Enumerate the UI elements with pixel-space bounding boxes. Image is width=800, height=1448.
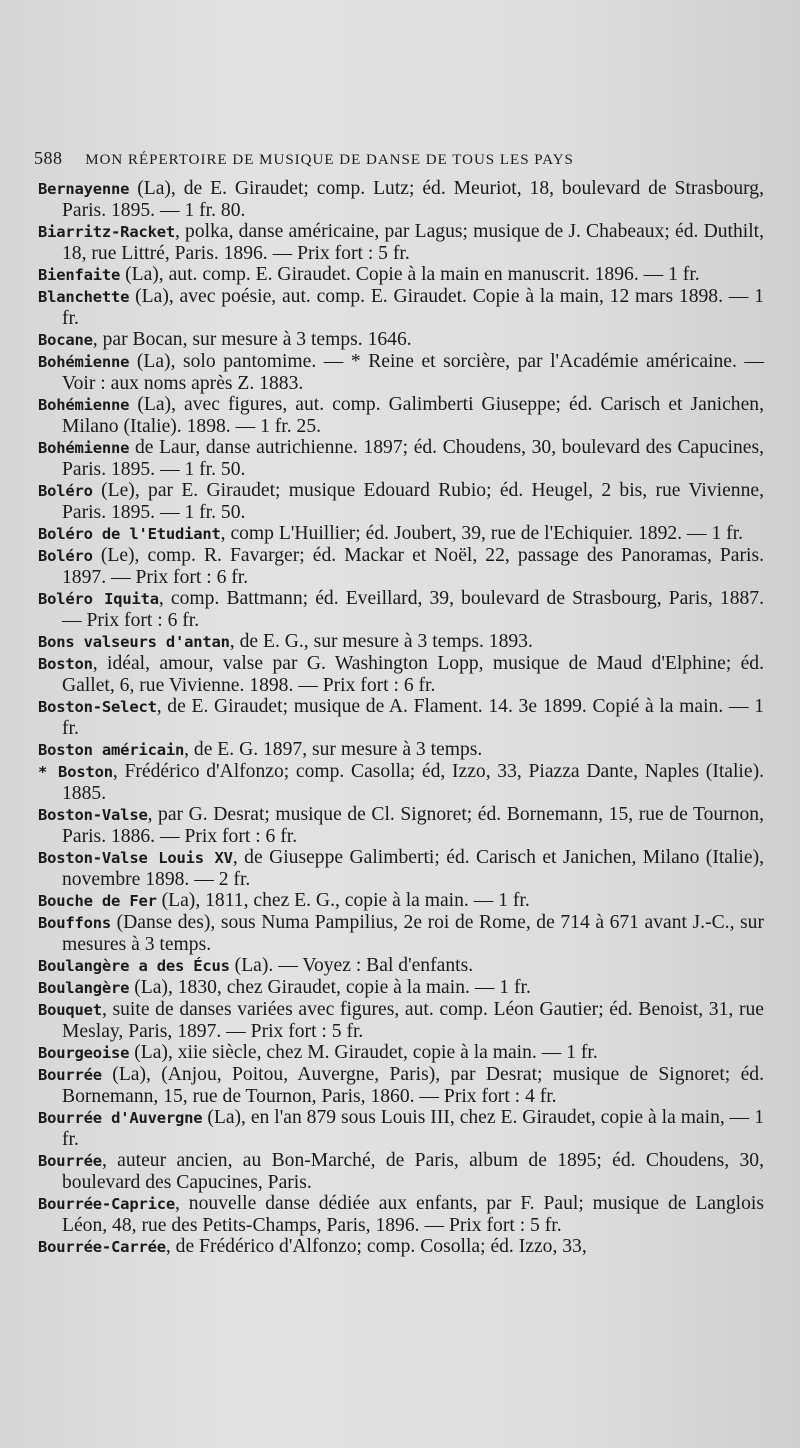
entry-text: , de Giuseppe Galimberti; éd. Carisch et Janichen, Milano (Italie), novembre 1898. — 2 fr. bbox=[62, 847, 764, 890]
entry bbox=[38, 329, 764, 351]
entry-headword: Boulangère bbox=[38, 979, 130, 997]
entry-headword: Boston-Valse Louis XV bbox=[38, 849, 233, 867]
entry-text: (La), solo pantomime. — * Reine et sorcière, par l'Académie américaine. — Voir : aux noms après Z. 1883. bbox=[62, 351, 764, 394]
entry-text: (Le), par E. Giraudet; musique Edouard Rubio; éd. Heugel, 2 bis, rue Vivienne, Paris. 1895. — 1 fr. 50. bbox=[62, 480, 764, 523]
entry-list bbox=[38, 178, 764, 1258]
entry-headword: Boston-Valse bbox=[38, 806, 148, 824]
entry bbox=[38, 912, 764, 955]
entry-headword: Bocane bbox=[38, 331, 93, 349]
entry-headword: Blanchette bbox=[38, 288, 130, 306]
entry-text: , de E. Giraudet; musique de A. Flament. 14. 3e 1899. Copié à la main. — 1 fr. bbox=[62, 696, 764, 739]
entry bbox=[38, 1150, 764, 1193]
entry-text: , suite de danses variées avec figures, aut. comp. Léon Gautier; éd. Benoist, 31, rue Meslay, Paris, 1897. — Prix fort : 5 fr. bbox=[62, 999, 764, 1042]
entry bbox=[38, 351, 764, 394]
entry-text: , comp. Battmann; éd. Eveillard, 39, boulevard de Strasbourg, Paris, 1887. — Prix fort : 6 fr. bbox=[62, 588, 764, 631]
entry-text: (La), xiie siècle, chez M. Giraudet, copie à la main. — 1 fr. bbox=[129, 1042, 598, 1063]
entry-text: de Laur, danse autrichienne. 1897; éd. Choudens, 30, boulevard des Capucines, Paris. 1895. — 1 fr. 50. bbox=[62, 437, 764, 480]
entry-headword: Bourrée bbox=[38, 1066, 102, 1084]
entry-text: (La), en l'an 879 sous Louis III, chez E. Giraudet, copie à la main, — 1 fr. bbox=[62, 1107, 764, 1150]
entry-headword: Boston-Select bbox=[38, 698, 157, 716]
entry bbox=[38, 178, 764, 221]
entry bbox=[38, 631, 764, 653]
entry-text: , de E. G., sur mesure à 3 temps. 1893. bbox=[229, 631, 533, 652]
entry-headword: * Boston bbox=[38, 763, 113, 781]
entry bbox=[38, 545, 764, 588]
entry bbox=[38, 847, 764, 890]
entry-headword: Bourrée bbox=[38, 1152, 102, 1170]
entry bbox=[38, 588, 764, 631]
entry bbox=[38, 955, 764, 977]
entry bbox=[38, 1193, 764, 1236]
entry-headword: Bohémienne bbox=[38, 353, 130, 371]
entry-text: , idéal, amour, valse par G. Washington Lopp, musique de Maud d'Elphine; éd. Gallet, 6, rue Vivienne. 1898. — Prix fort : 6 fr. bbox=[62, 653, 764, 696]
entry bbox=[38, 696, 764, 739]
entry bbox=[38, 264, 764, 286]
entry-text: (La), de E. Giraudet; comp. Lutz; éd. Meuriot, 18, boulevard de Strasbourg, Paris. 1895. — 1 fr. 80. bbox=[62, 178, 764, 221]
entry-headword: Bourrée d'Auvergne bbox=[38, 1109, 203, 1127]
entry bbox=[38, 977, 764, 999]
entry bbox=[38, 480, 764, 523]
entry-headword: Boléro Iquita bbox=[38, 590, 159, 608]
entry-text: (La), avec poésie, aut. comp. E. Giraudet. Copie à la main, 12 mars 1898. — 1 fr. bbox=[62, 286, 764, 329]
entry-headword: Boléro bbox=[38, 547, 93, 565]
entry-text: , polka, danse américaine, par Lagus; musique de J. Chabeaux; éd. Duthilt, 18, rue Littré, Paris. 1896. — Prix fort : 5 fr. bbox=[62, 221, 764, 264]
entry-headword: Bouche de Fer bbox=[38, 892, 157, 910]
entry bbox=[38, 1064, 764, 1107]
entry-text: , de E. G. 1897, sur mesure à 3 temps. bbox=[184, 739, 483, 760]
entry bbox=[38, 221, 764, 264]
entry-headword: Boston américain bbox=[38, 741, 185, 759]
entry-text: (Danse des), sous Numa Pampilius, 2e roi de Rome, de 714 à 671 avant J.-C., sur mesures à 3 temps. bbox=[62, 912, 764, 955]
entry-headword: Bienfaite bbox=[38, 266, 121, 284]
entry-text: , par Bocan, sur mesure à 3 temps. 1646. bbox=[92, 329, 412, 350]
entry bbox=[38, 804, 764, 847]
entry-text: (La), 1830, chez Giraudet, copie à la main. — 1 fr. bbox=[129, 977, 531, 998]
entry bbox=[38, 739, 764, 761]
entry bbox=[38, 1042, 764, 1064]
entry bbox=[38, 1107, 764, 1150]
entry-text: (La). — Voyez : Bal d'enfants. bbox=[229, 955, 474, 976]
entry bbox=[38, 999, 764, 1042]
entry-headword: Bourrée-Caprice bbox=[38, 1195, 175, 1213]
entry bbox=[38, 653, 764, 696]
entry-headword: Boston bbox=[38, 655, 93, 673]
entry-text: (La), avec figures, aut. comp. Galimberti Giuseppe; éd. Carisch et Janichen, Milano (Italie). 1898. — 1 fr. 25. bbox=[62, 394, 764, 437]
entry-headword: Boléro de l'Etudiant bbox=[38, 525, 221, 543]
entry-text: , comp L'Huillier; éd. Joubert, 39, rue de l'Echiquier. 1892. — 1 fr. bbox=[220, 523, 744, 544]
entry-headword: Bernayenne bbox=[38, 180, 130, 198]
entry bbox=[38, 761, 764, 804]
entry bbox=[38, 1236, 764, 1258]
entry-text: , de Frédérico d'Alfonzo; comp. Cosolla; éd. Izzo, 33, bbox=[165, 1236, 587, 1257]
entry bbox=[38, 286, 764, 329]
entry-headword: Bouquet bbox=[38, 1001, 102, 1019]
entry bbox=[38, 437, 764, 480]
entry bbox=[38, 523, 764, 545]
entry-text: (La), 1811, chez E. G., copie à la main. — 1 fr. bbox=[156, 890, 530, 911]
entry bbox=[38, 394, 764, 437]
entry-text: , auteur ancien, au Bon-Marché, de Paris, album de 1895; éd. Choudens, 30, boulevard des Capucines, Paris. bbox=[62, 1150, 764, 1193]
entry-headword: Bourrée-Carrée bbox=[38, 1238, 166, 1256]
page-header bbox=[34, 148, 774, 169]
running-title: MON RÉPERTOIRE DE MUSIQUE DE DANSE DE TOUS LES PAYS bbox=[85, 152, 574, 168]
entry-headword: Bohémienne bbox=[38, 439, 130, 457]
page-number: 588 bbox=[34, 148, 63, 168]
entry-headword: Bohémienne bbox=[38, 396, 130, 414]
entry-headword: Bouffons bbox=[38, 914, 112, 932]
entry-text: , par G. Desrat; musique de Cl. Signoret; éd. Bornemann, 15, rue de Tournon, Paris. 1886. — Prix fort : 6 fr. bbox=[62, 804, 764, 847]
entry-headword: Bons valseurs d'antan bbox=[38, 633, 230, 651]
entry-text: (La), aut. comp. E. Giraudet. Copie à la main en manuscrit. 1896. — 1 fr. bbox=[120, 264, 700, 285]
entry-headword: Boléro bbox=[38, 482, 93, 500]
entry-text: , Frédérico d'Alfonzo; comp. Casolla; éd, Izzo, 33, Piazza Dante, Naples (Italie). 1885. bbox=[62, 761, 764, 804]
entry bbox=[38, 890, 764, 912]
entry-text: (La), (Anjou, Poitou, Auvergne, Paris), par Desrat; musique de Signoret; éd. Bornemann, 15, rue de Tournon, Paris, 1860. — Prix fort : 4 fr. bbox=[62, 1064, 764, 1107]
entry-headword: Biarritz-Racket bbox=[38, 223, 175, 241]
entry-text: (Le), comp. R. Favarger; éd. Mackar et Noël, 22, passage des Panoramas, Paris. 1897. — Prix fort : 6 fr. bbox=[62, 545, 764, 588]
entry-text: , nouvelle danse dédiée aux enfants, par F. Paul; musique de Langlois Léon, 48, rue des Petits-Champs, Paris, 1896. — Prix fort : 5 fr. bbox=[62, 1193, 764, 1236]
entry-headword: Bourgeoise bbox=[38, 1044, 130, 1062]
entry-headword: Boulangère a des Écus bbox=[38, 957, 230, 975]
